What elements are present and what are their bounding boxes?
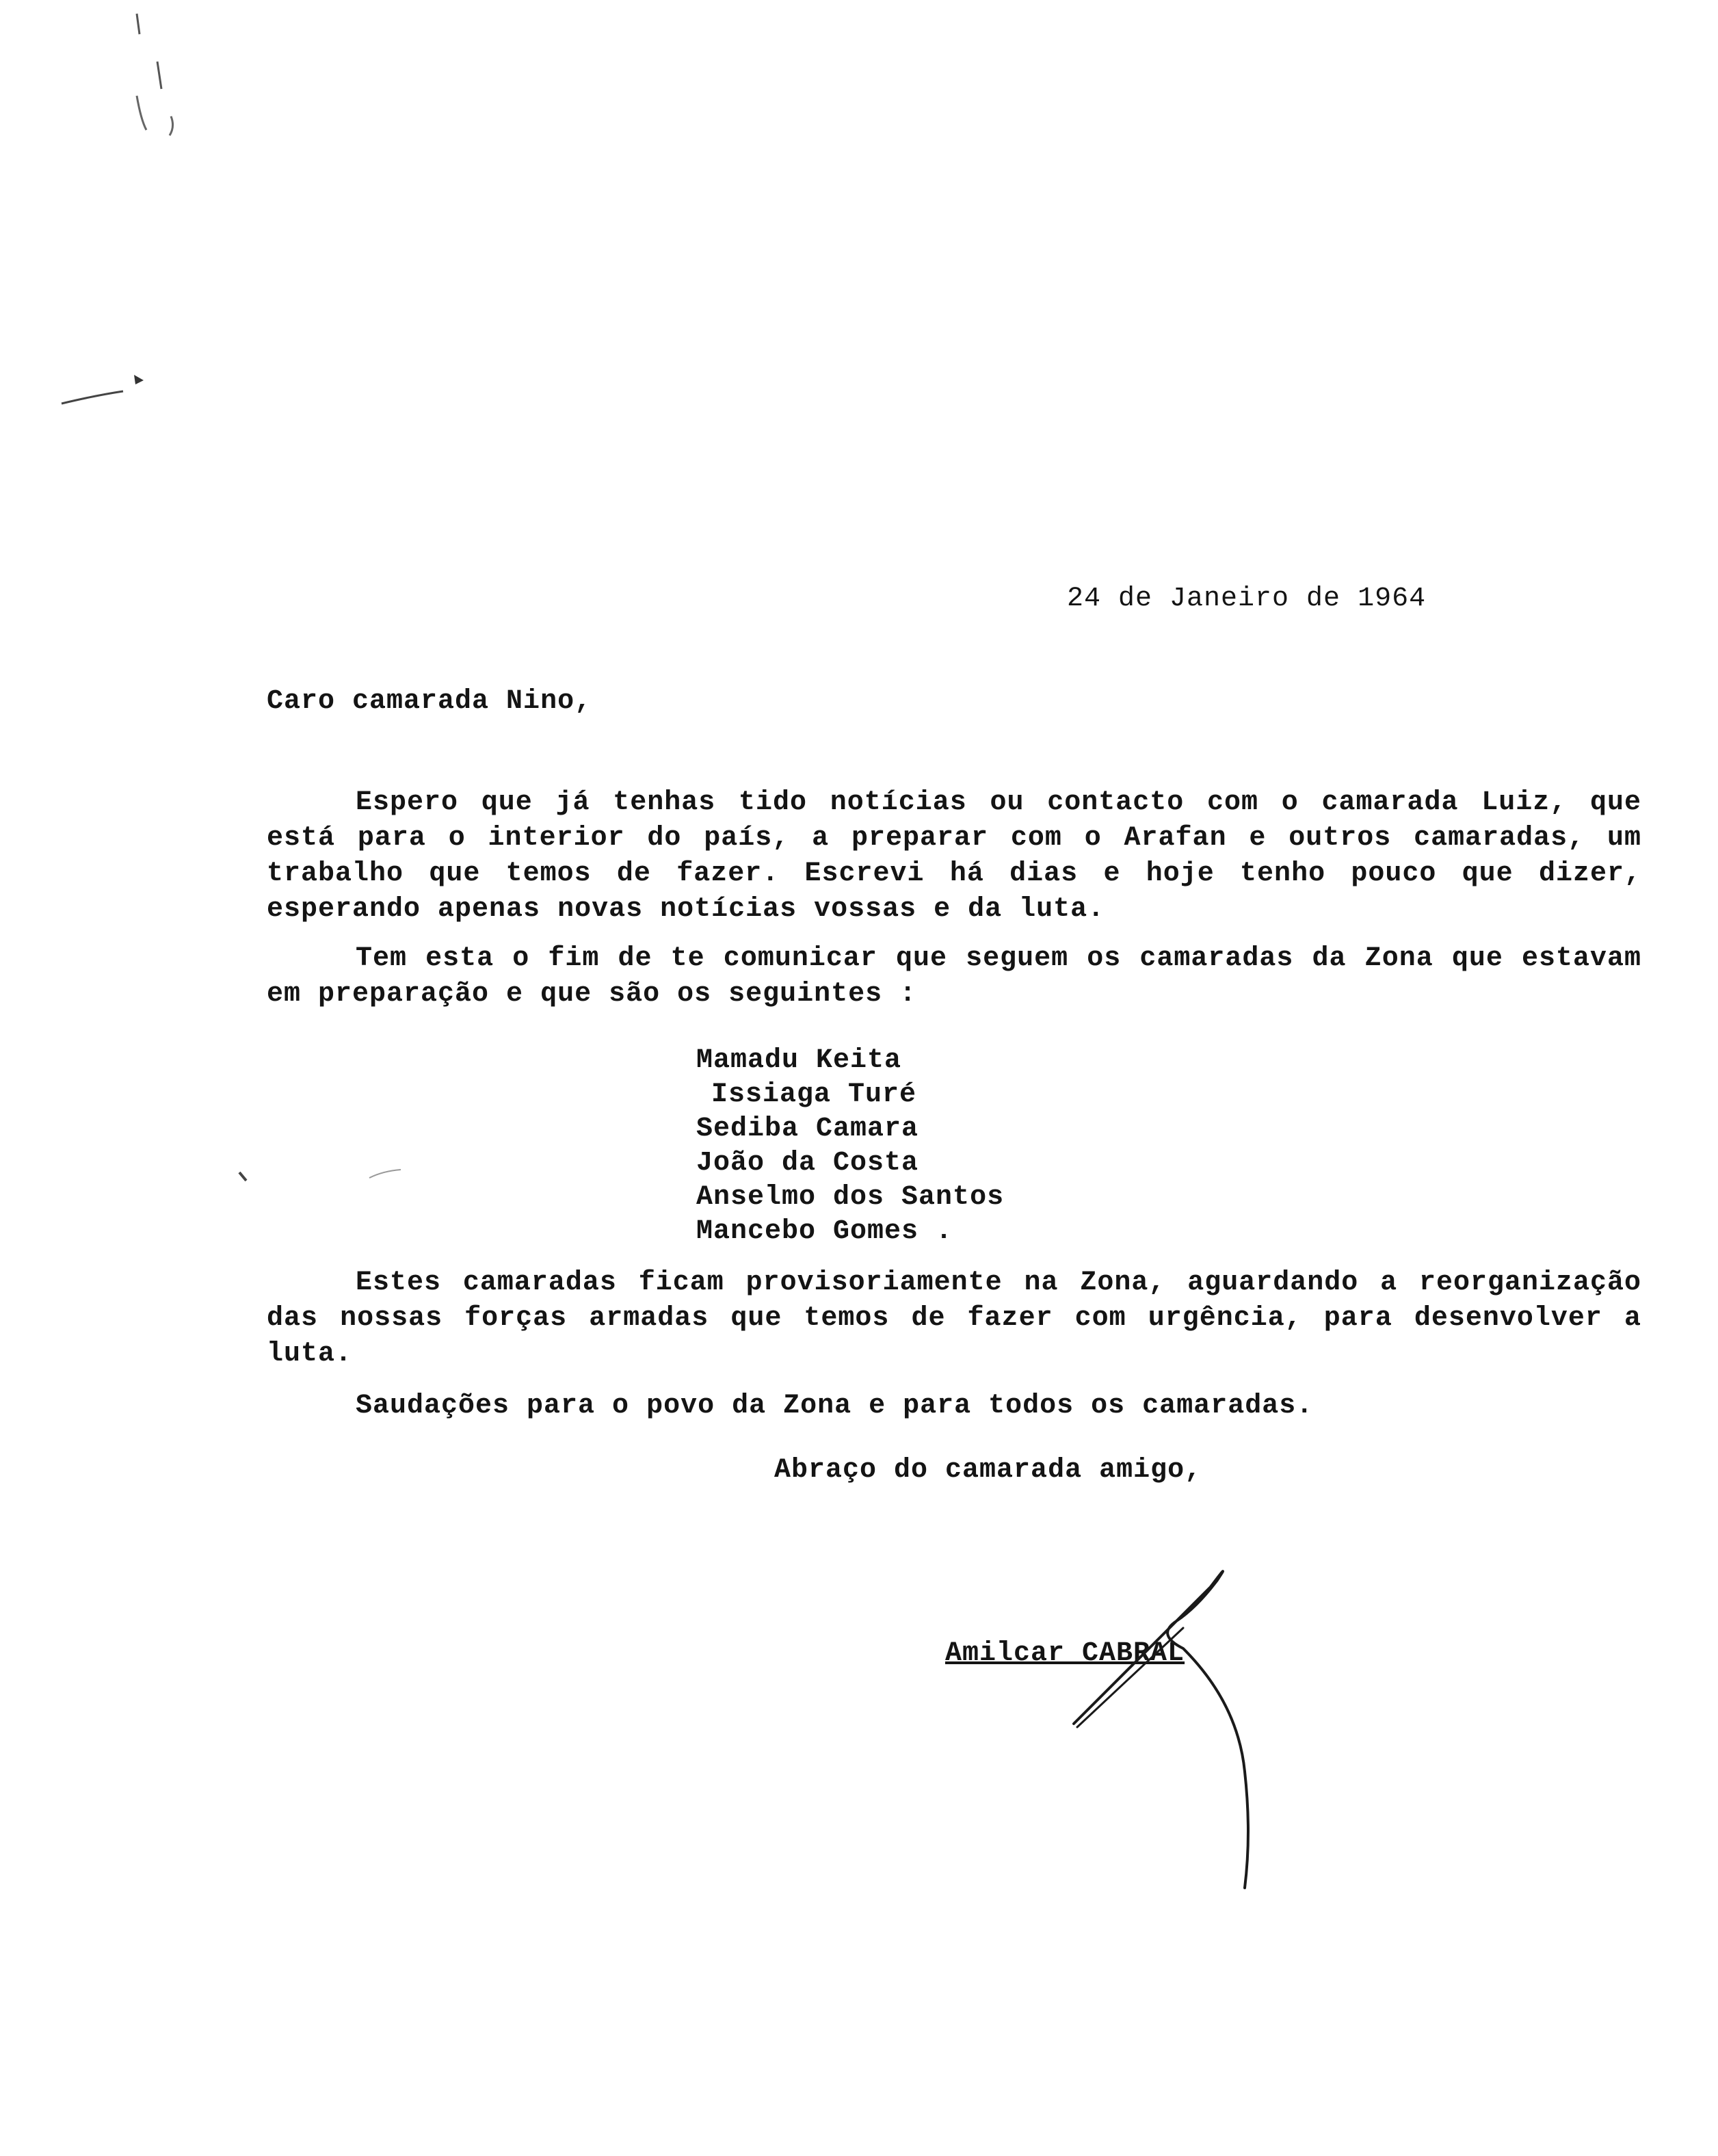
letter-date: 24 de Janeiro de 1964 [1067, 583, 1427, 614]
list-item: Anselmo dos Santos [696, 1182, 1005, 1213]
paragraph-2: Tem esta o fim de te comunicar que seguem os camaradas da Zona que estavam em preparação e que são os seguintes : [267, 943, 1641, 1010]
closing-line: Abraço do camarada amigo, [774, 1455, 1202, 1486]
paragraph-3: Estes camaradas ficam provisoriamente na Zona, aguardando a reorganização das nossas forças armadas que temos de fazer com urgência, para desenvolver a luta. [267, 1267, 1641, 1369]
list-item: Sediba Camara [696, 1114, 919, 1144]
list-item: Mancebo Gomes . [696, 1216, 953, 1247]
paragraph-1: Espero que já tenhas tido notícias ou contacto com o camarada Luiz, que está para o interior do país, a preparar com o Arafan e outros camaradas, um trabalho que temos de fazer. Escrevi há dias e hoje tenho pouco que dizer, esperando apenas novas notícias vossas e da luta. [267, 787, 1641, 925]
list-item: Mamadu Keita [696, 1045, 902, 1076]
handwritten-signature [1040, 1546, 1299, 1902]
paragraph-4: Saudações para o povo da Zona e para todos os camaradas. [356, 1391, 1314, 1421]
names-list [696, 1044, 1004, 1249]
list-item: Issiaga Turé [711, 1079, 917, 1110]
list-item: João da Costa [696, 1148, 919, 1179]
salutation: Caro camarada Nino, [267, 686, 592, 717]
signature-name: Amilcar CABRAL [945, 1638, 1185, 1669]
